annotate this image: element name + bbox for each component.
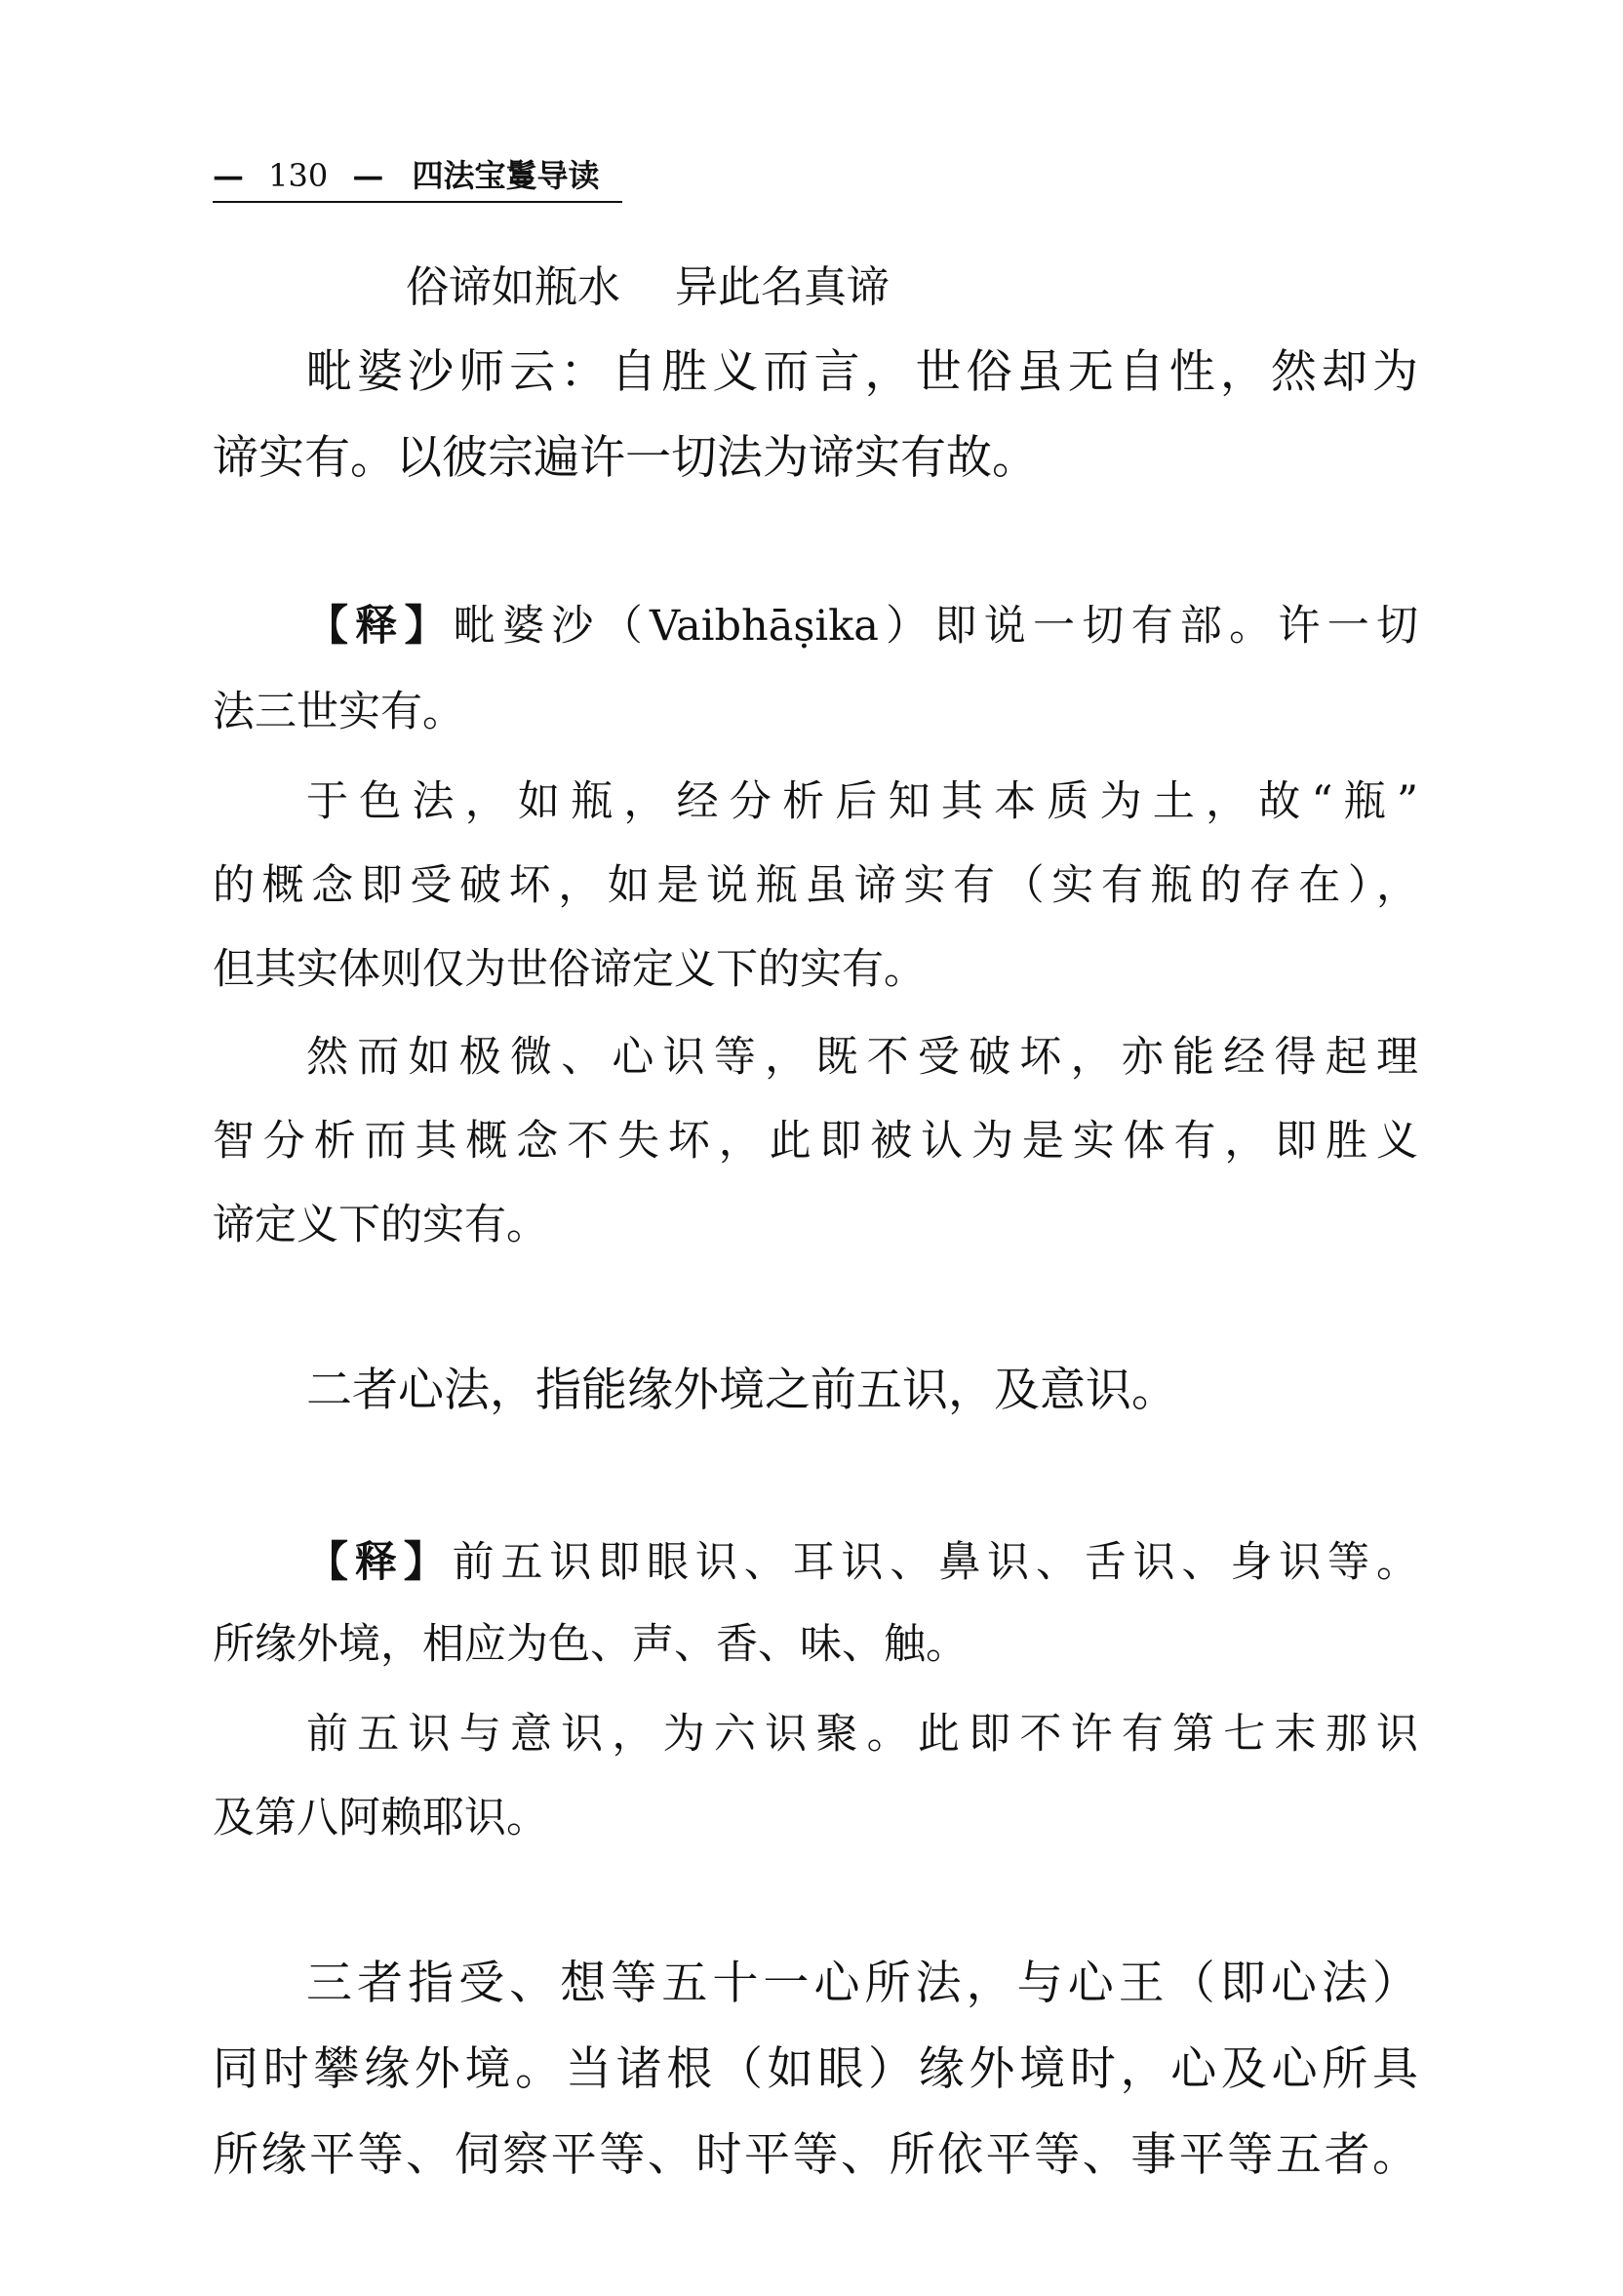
text-line-6: 的概念即受破坏，如是说瓶虽谛实有（实有瓶的存在）， <box>213 861 1418 910</box>
text-line-15: 及第八阿赖耶识。 <box>213 1794 548 1842</box>
text-line-7: 但其实体则仅为世俗谛定义下的实有。 <box>213 945 926 994</box>
text-line-9: 智分析而其概念不失坏，此即被认为是实体有，即胜义 <box>213 1117 1418 1166</box>
text-line-14: 前五识与意识，为六识聚。此即不许有第七末那识 <box>306 1710 1418 1759</box>
text-line-5: 于色法，如瓶，经分析后知其本质为土，故“瓶” <box>306 777 1418 826</box>
text-line-1: 毗婆沙师云：自胜义而言，世俗虽无自性，然却为 <box>306 345 1418 399</box>
commentary-label: 【释】 <box>306 602 454 651</box>
page-number: 130 <box>268 157 329 194</box>
text-line-12 <box>213 1533 1418 1592</box>
text-line-16: 三者指受、想等五十一心所法，与心王（即心法） <box>306 1957 1418 2010</box>
text-line-4: 法三世实有。 <box>213 688 464 736</box>
verse-part-1: 俗谛如瓶水 <box>406 262 620 312</box>
text-line-11: 二者心法，指能缘外境之前五识，及意识。 <box>306 1364 1177 1417</box>
book-title: 四法宝鬘导读 <box>412 157 600 194</box>
header-dash-left: — <box>213 157 244 194</box>
text-line-3 <box>213 597 1418 655</box>
page-header <box>213 154 622 203</box>
text-line-13: 所缘外境，相应为色、声、香、味、触。 <box>213 1620 968 1669</box>
text-line-2: 谛实有。以彼宗遍许一切法为谛实有故。 <box>213 431 1038 485</box>
header-dash-right: — <box>352 157 384 194</box>
verse-part-2: 异此名真谛 <box>675 262 890 312</box>
commentary-label: 【释】 <box>306 1538 453 1587</box>
root-verse <box>406 256 890 320</box>
text-line-8: 然而如极微、心识等，既不受破坏，亦能经得起理 <box>306 1033 1418 1082</box>
text-line-12-body: 前五识即眼识、耳识、鼻识、舌识、身识等。 <box>452 1538 1419 1587</box>
text-line-18: 所缘平等、伺察平等、时平等、所依平等、事平等五者。 <box>213 2128 1418 2182</box>
text-line-17: 同时攀缘外境。当诸根（如眼）缘外境时，心及心所具 <box>213 2042 1418 2096</box>
text-line-3-body: 毗婆沙（Vaibhāṣika）即说一切有部。许一切 <box>453 602 1418 651</box>
text-line-10: 谛定义下的实有。 <box>213 1201 548 1249</box>
header-rule <box>213 201 622 203</box>
